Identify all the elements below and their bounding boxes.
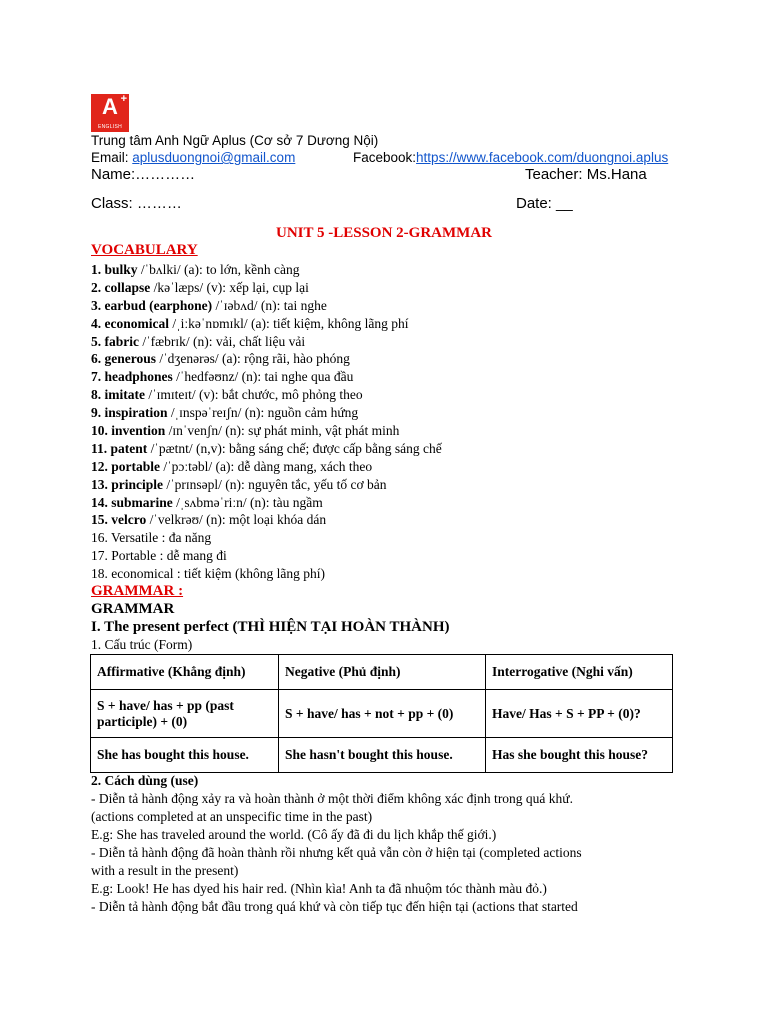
example-interrogative: Has she bought this house?: [486, 738, 673, 773]
vocab-item: 14. submarine /ˌsʌbməˈriːn/ (n): tàu ngầm: [91, 494, 323, 510]
class-field: Class: ………: [91, 195, 182, 212]
vocab-extra-item: 16. Versatile : đa năng: [91, 530, 212, 546]
vocab-item: 4. economical /ˌiːkəˈnɒmɪkl/ (a): tiết kiệm, không lãng phí: [91, 315, 409, 331]
present-perfect-heading: I. The present perfect (THÌ HIỆN TẠI HOÀN THÀNH): [91, 619, 450, 635]
formula-interrogative: Have/ Has + S + PP + (0)?: [486, 690, 673, 738]
usage-line: (actions completed at an unspecific time in the past): [91, 809, 373, 824]
date-field: Date: __: [516, 195, 573, 212]
vocab-item: 6. generous /ˈdʒenərəs/ (a): rộng rãi, hào phóng: [91, 351, 350, 367]
lesson-title: UNIT 5 -LESSON 2-GRAMMAR: [276, 225, 492, 241]
usage-line: with a result in the present): [91, 863, 239, 878]
table-example-row: [91, 738, 673, 773]
grammar-section: [91, 582, 449, 654]
vocab-item: 9. inspiration /ˌɪnspəˈreɪʃn/ (n): nguồn cảm hứng: [91, 405, 359, 421]
usage-line: E.g: Look! He has dyed his hair red. (Nhìn kìa! Anh ta đã nhuộm tóc thành màu đỏ.): [91, 881, 547, 896]
facebook-line: [353, 150, 668, 165]
vocabulary-heading: VOCABULARY: [91, 242, 198, 258]
vocab-item: 13. principle /ˈprɪnsəpl/ (n): nguyên tắc, yếu tố cơ bản: [91, 476, 387, 492]
formula-negative: S + have/ has + not + pp + (0): [279, 690, 486, 738]
vocab-item: 7. headphones /ˈhedfəʊnz/ (n): tai nghe qua đầu: [91, 369, 354, 385]
vocab-item: 12. portable /ˈpɔːtəbl/ (a): dễ dàng mang, xách theo: [91, 458, 373, 474]
usage-line: - Diễn tả hành động xảy ra và hoàn thành ở một thời điểm không xác định trong quá khứ.: [91, 791, 573, 806]
vocab-item: 15. velcro /ˈvelkrəʊ/ (n): một loại khóa dán: [91, 512, 327, 528]
vocabulary-list: [91, 261, 442, 583]
usage-line: E.g: She has traveled around the world. (Cô ấy đã đi du lịch khắp thế giới.): [91, 827, 497, 842]
aplus-logo: [91, 94, 129, 132]
usage-label: 2. Cách dùng (use): [91, 773, 199, 788]
header-negative: Negative (Phủ định): [279, 655, 486, 690]
table-header-row: [91, 655, 673, 690]
teacher-field: Teacher: Ms.Hana: [525, 166, 647, 183]
usage-line: - Diễn tả hành động bắt đầu trong quá khứ và còn tiếp tục đến hiện tại (actions that started: [91, 899, 578, 914]
example-affirmative: She has bought this house.: [91, 738, 279, 773]
grammar-heading: GRAMMAR :: [91, 583, 184, 599]
vocab-item: 8. imitate /ˈɪmɪteɪt/ (v): bắt chước, mô phỏng theo: [91, 387, 363, 403]
logo-letter: A: [102, 94, 118, 119]
vocab-item: 11. patent /ˈpætnt/ (n,v): bằng sáng chế; được cấp bằng sáng chế: [91, 440, 442, 456]
vocab-item: 2. collapse /kəˈlæps/ (v): xếp lại, cụp lại: [91, 279, 309, 295]
vocab-item: 1. bulky /ˈbʌlki/ (a): to lớn, kềnh càng: [91, 262, 300, 277]
logo-plus: +: [120, 93, 127, 105]
email-line: [91, 150, 295, 165]
example-negative: She hasn't bought this house.: [279, 738, 486, 773]
facebook-link[interactable]: https://www.facebook.com/duongnoi.aplus: [416, 150, 669, 165]
email-label: Email:: [91, 150, 133, 165]
name-field: Name:…………: [91, 166, 196, 183]
usage-section: [91, 772, 691, 916]
form-label: 1. Cấu trúc (Form): [91, 637, 193, 652]
logo-subtitle: ENGLISH: [97, 124, 123, 130]
header-interrogative: Interrogative (Nghi vấn): [486, 655, 673, 690]
formula-affirmative: S + have/ has + pp (past participle) + (0): [91, 690, 279, 738]
form-table: [90, 654, 673, 773]
email-link[interactable]: aplusduongnoi@gmail.com: [132, 150, 296, 165]
usage-line: - Diễn tả hành động đã hoàn thành rồi nhưng kết quả vẫn còn ở hiện tại (completed actions: [91, 845, 582, 860]
facebook-label: Facebook:: [353, 150, 417, 165]
vocab-item: 10. invention /ɪnˈvenʃn/ (n): sự phát minh, vật phát minh: [91, 423, 400, 439]
grammar-subheading: GRAMMAR: [91, 601, 175, 617]
header-affirmative: Affirmative (Khẳng định): [91, 655, 279, 690]
vocab-extra-item: 17. Portable : dễ mang đi: [91, 548, 227, 564]
vocab-item: 5. fabric /ˈfæbrɪk/ (n): vải, chất liệu vải: [91, 333, 306, 349]
center-name: Trung tâm Anh Ngữ Aplus (Cơ sở 7 Dương Nội): [91, 133, 379, 148]
table-formula-row: [91, 690, 673, 738]
vocab-item: 3. earbud (earphone) /ˈɪəbʌd/ (n): tai nghe: [91, 297, 327, 313]
vocab-extra-item: 18. economical : tiết kiệm (không lãng phí): [91, 566, 325, 582]
